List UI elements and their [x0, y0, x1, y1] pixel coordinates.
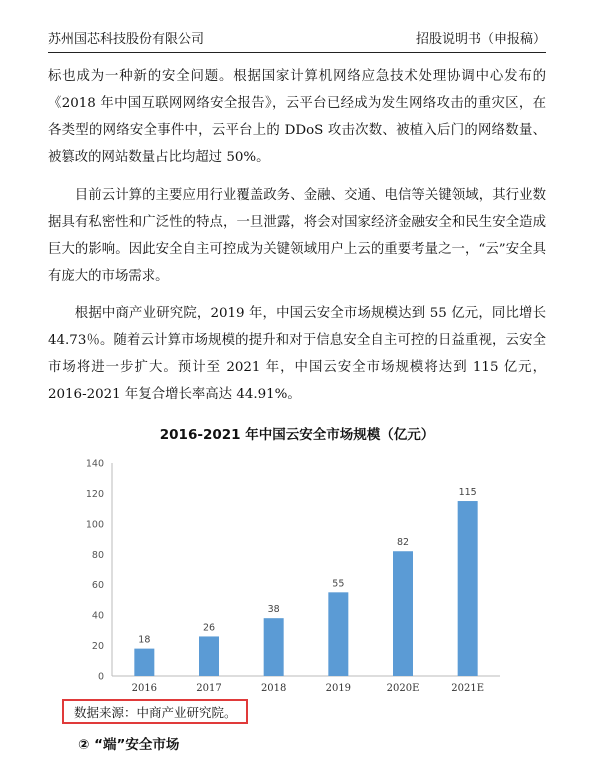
company-name: 苏州国芯科技股份有限公司: [48, 32, 205, 47]
y-tick-label: 20: [91, 641, 104, 653]
data-label: 82: [396, 537, 410, 549]
bar: [458, 501, 478, 676]
y-tick-label: 80: [91, 549, 104, 561]
data-label: 26: [202, 622, 216, 634]
x-tick-label: 2019: [325, 683, 352, 694]
data-source-note: 数据来源：中商产业研究院。: [74, 705, 237, 720]
x-tick-label: 2016: [131, 683, 158, 694]
y-tick-label: 40: [91, 610, 104, 622]
x-tick-label: 2020E: [386, 683, 420, 694]
y-tick-label: 60: [91, 580, 104, 592]
page-header: [48, 30, 546, 53]
y-tick-label: 0: [97, 671, 104, 683]
section-heading: ② “端”安全市场: [78, 737, 180, 753]
bar: [393, 551, 413, 676]
bar: [134, 649, 154, 676]
paragraph-3: 根据中商产业研究院，2019 年，中国云安全市场规模达到 55 亿元，同比增长 44.73％。随着云计算市场规模的提升和对于信息安全自主可控的日益重视，云安全市场将进一步扩大。预计至 2021 年，中国云安全市场规模将达到 115 亿元，2016-2021 年复合增长率高达 44.91%。: [48, 306, 546, 402]
paragraph-1: 标也成为一种新的安全问题。根据国家计算机网络应急技术处理协调中心发布的《2018 年中国互联网网络安全报告》，云平台已经成为发生网络攻击的重灾区，在各类型的网络安全事件中，云平台上的 DDoS 攻击次数、被植入后门的网络数量、被篡改的网站数量占比均超过 50%。: [48, 69, 546, 165]
data-label: 18: [138, 634, 151, 646]
chart-title: 2016-2021 年中国云安全市场规模（亿元）: [159, 427, 435, 443]
x-tick-label: 2021E: [451, 683, 485, 694]
y-tick-label: 120: [85, 488, 104, 500]
paragraph-2: 目前云计算的主要应用行业覆盖政务、金融、交通、电信等关键领域，其行业数据具有私密性和广泛性的特点，一旦泄露，将会对国家经济金融安全和民生安全造成巨大的影响。因此安全自主可控成为关键领域用户上云的重要考量之一，“云”安全具有庞大的市场需求。: [48, 188, 546, 284]
bar-chart: [60, 453, 510, 701]
bar: [264, 618, 284, 676]
data-label: 115: [458, 487, 477, 499]
x-tick-label: 2017: [196, 683, 222, 694]
y-tick-label: 100: [85, 519, 104, 531]
document-title: 招股说明书（申报稿）: [415, 32, 546, 47]
y-tick-label: 140: [85, 458, 104, 470]
bar: [328, 592, 348, 676]
data-label: 38: [267, 604, 280, 616]
x-tick-label: 2018: [260, 683, 287, 694]
bar: [199, 636, 219, 676]
data-label: 55: [332, 578, 345, 590]
